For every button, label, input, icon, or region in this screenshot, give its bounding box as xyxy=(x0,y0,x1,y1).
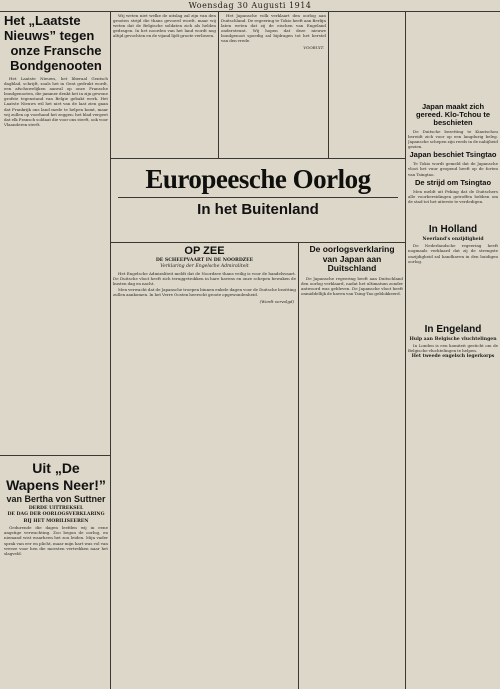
paragraph: Wij weten niet welke de uitslag zal zijn van den grooten strijd die thans gevoerd wordt, maar wij weten dat de Belgische soldaten zich als helden gedragen. In het noorden van het land wordt nog altijd gevochten en de vijand lijdt groote verliezen. xyxy=(113,13,216,39)
headline-strijd-tsingtao: De strijd om Tsingtao xyxy=(414,177,492,187)
subhead: DE DAG DER OORLOGSVERKLARING xyxy=(7,512,105,518)
subhead: Neerland's onzijdigheid xyxy=(422,236,484,242)
column-rule xyxy=(405,12,406,689)
column-rule xyxy=(298,242,299,689)
article-body xyxy=(221,13,326,44)
headline-japan-ready: Japan maakt zich gereed. Klo-Tchou te beschieten xyxy=(415,102,491,127)
banner-title: Europeesche Oorlog xyxy=(145,164,371,194)
article-body xyxy=(301,276,403,296)
article-column-middle xyxy=(113,13,216,157)
masthead-date: Woensdag 30 Augusti 1914 xyxy=(0,0,500,12)
headline-wapens-neer: Uit „De Wapens Neer!” xyxy=(6,460,106,493)
article-body xyxy=(113,271,296,297)
article-japan-declaration xyxy=(301,245,403,688)
article-body xyxy=(408,343,498,353)
headline-laatste-nieuws-2: onze Fransche Bondgenooten xyxy=(10,43,102,73)
headline-op-zee: OP ZEE xyxy=(184,245,225,257)
article-op-zee xyxy=(113,245,296,688)
paragraph: De Duitsche bezetting te Kiautschou bereidt zich voor op een langdurig beleg. Japansche schepen zijn reeds in de nabijheid gezien. xyxy=(408,129,498,150)
paragraph: Het Engelsche Admiraliteit meldt dat de Noordzee thans veilig is voor de handelsvaart. De Duitsche vloot heeft zich teruggetrokken in hare havens en onze schepen bewaken de kusten dag en nacht. xyxy=(113,270,296,286)
headline-japan-declaration: De oorlogsverklaring van Japan aan Duitschland xyxy=(309,245,395,273)
paragraph: Te Tokio wordt gemeld dat de Japansche vloot het vuur geopend heeft op de forten van Tsingtao. xyxy=(408,161,498,177)
column-rule xyxy=(218,12,219,158)
paragraph: Het Japansche volk verklaart den oorlog aan Duitschland. De regeering te Tokio heeft aan Berlijn laten weten dat zij de eischen van Engeland ondersteunt. Wij hopen dat deze nieuwe bondgenoot spoedig zal bijdragen tot het herstel van den vrede. xyxy=(221,13,326,44)
byline: van Bertha von Suttner xyxy=(6,494,106,504)
article-body xyxy=(408,161,498,176)
signature: VOORUIT. xyxy=(303,44,324,50)
paragraph: In Londen is een komiteit gesticht om de Belgische vluchtelingen te helpen. xyxy=(408,343,498,354)
subhead: Hulp aan Belgische vluchtelingen xyxy=(409,336,497,342)
right-column-news xyxy=(408,13,498,688)
section-rule xyxy=(111,158,405,159)
article-body xyxy=(408,189,498,204)
subhead: DERDE UITTREKSEL xyxy=(28,506,84,511)
headline-in-engeland: In Engeland xyxy=(424,323,482,335)
paragraph: De Japansche regeering heeft aan Duitschland den oorlog verklaard, nadat het ultimatum zonder antwoord was gebleven. De Japansche vloot heeft onmiddellijk de haven van Tsing-Tao geblokkeerd. xyxy=(301,275,403,296)
paragraph: Men meldt uit Peking dat de Duitschers alle voorbereidingen getroffen hebben om de stad tot het uiterste te verdedigen. xyxy=(408,188,498,204)
article-wapens-neer xyxy=(4,460,108,688)
headline-tsingtao: Japan beschiet Tsingtao xyxy=(409,150,497,160)
subhead: BIJ HET MOBILISEEREN xyxy=(23,518,89,524)
headline-in-holland: In Holland xyxy=(428,223,478,235)
article-body xyxy=(408,129,498,149)
banner-rule xyxy=(118,197,398,198)
paragraph: Het Laatste Nieuws, het liberaal Gentsch dagblad, schrijft, zoals het in Gent gedrukt wordt, een afschuwelijken aanval op onze Fransche bondgenooten, die jammer denkt het in zijn gewone grofste tegenstand van Belgie gebakt werk. Het Laatste Nieuws wil het niet van de laat zien gaan dat Frankrijk ons land mede te helpen komt, maar wij zullen op voorhand het zeggen: het blad vergeet dat elk Fransch soldaat die voor ons sterft, ook voor Vlaanderen sterft. xyxy=(4,76,108,127)
subhead: Verklaring der Engelsche Admiraliteit xyxy=(160,264,249,270)
article-body xyxy=(113,13,216,38)
article-column-middle-right xyxy=(221,13,326,157)
paragraph: Men verwacht dat de Japansche troepen binnen enkele dagen voor de Duitsche bezitting zullen aankomen. In het Verre Oosten heerscht groote opgewondenheid. xyxy=(113,287,296,298)
continued-note: (Wordt vervolgd) xyxy=(259,299,294,305)
column-rule xyxy=(328,12,329,158)
subhead: Het tweede engelsch legerkorps xyxy=(411,354,495,360)
section-rule xyxy=(111,242,405,243)
subhead: DE SCHEEPVAART IN DE NOORDZEE xyxy=(155,258,254,263)
banner-subtitle: In het Buitenland xyxy=(197,201,319,218)
banner-europeesche-oorlog xyxy=(111,160,405,242)
article-body xyxy=(4,525,108,556)
column-rule xyxy=(110,12,111,689)
article-laatste-nieuws xyxy=(4,13,108,453)
paragraph: De Nederlandsche regeering heeft nogmaals verklaard dat zij de strengste onzijdigheid zal handhaven in den huidigen oorlog. xyxy=(408,243,498,264)
article-body xyxy=(408,243,498,263)
headline-laatste-nieuws-1: Het „Laatste Nieuws” tegen xyxy=(4,13,95,43)
section-rule xyxy=(0,455,110,456)
article-body xyxy=(4,76,108,127)
paragraph: Gedurende die dagen leefden wij in eene angstige verwachting. Zoo begon de oorlog, en niemand wist waarheen het zou leiden. Mijn vader sprak van eer en plicht, maar mijn hart was vol van vreeze voor hen die moesten vertrekken naar het slagveld. xyxy=(4,525,108,556)
